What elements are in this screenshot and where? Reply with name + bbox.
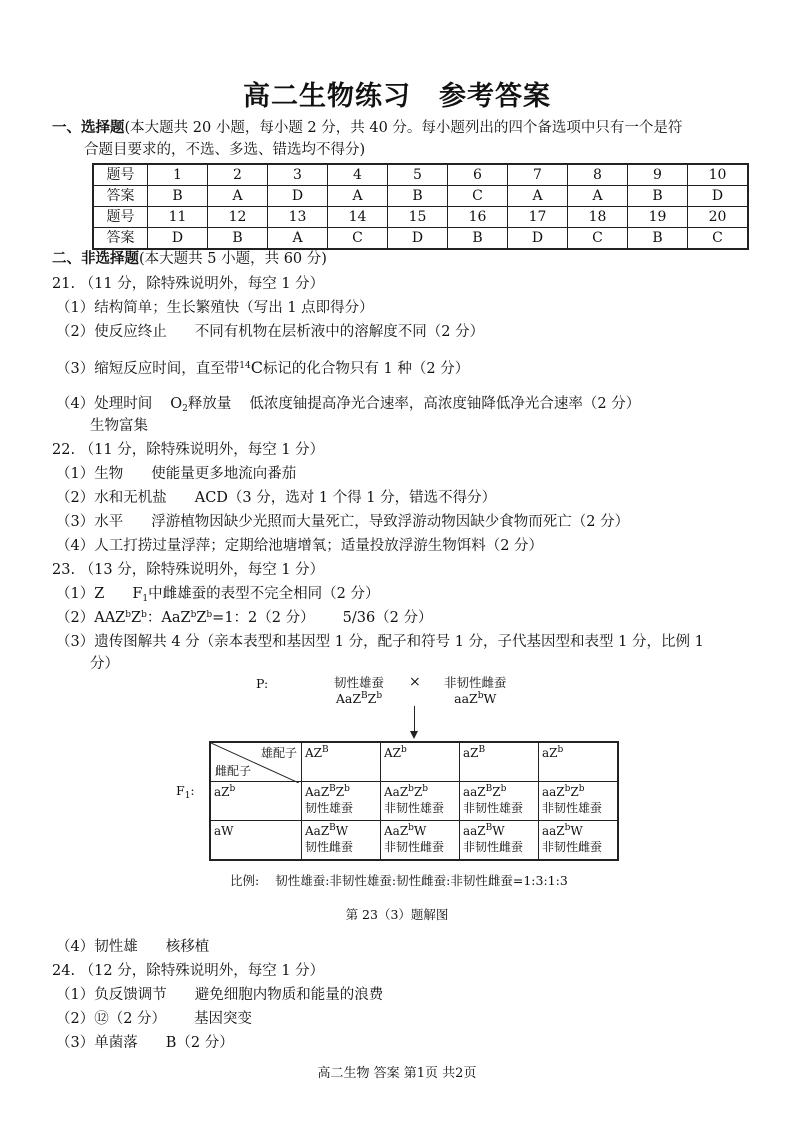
q21-part4-d: 低浓度铀提高净光合速率，高浓度铀降低净光合速率（2 分） bbox=[249, 396, 641, 412]
sup: B bbox=[485, 823, 493, 833]
q21-part3-a: （3）缩短反应时间，直至带 bbox=[56, 361, 240, 377]
g: W bbox=[483, 691, 497, 706]
table-cell: B bbox=[148, 186, 208, 207]
male-gamete bbox=[302, 742, 381, 782]
g: W bbox=[492, 824, 505, 838]
corner-top-label: 雄配子 bbox=[260, 746, 297, 760]
sup: b bbox=[422, 784, 429, 794]
q21-part4-c: 释放量 bbox=[187, 396, 232, 412]
phenotype: 韧性雄蚕 bbox=[305, 801, 354, 815]
q23-head: 23. （13 分，除特殊说明外，每空 1 分） bbox=[52, 562, 325, 578]
q21-part4-b: O bbox=[170, 396, 183, 412]
q22-part2-a: （2）水和无机盐 bbox=[56, 490, 167, 506]
sup: b bbox=[477, 691, 484, 701]
phenotype: 非韧性雌蚕 bbox=[542, 840, 603, 854]
q22-part4: （4）人工打捞过量浮萍；定期给池塘增氧；适量投放浮游生物饵料（2 分） bbox=[56, 538, 544, 554]
g: W bbox=[570, 824, 583, 838]
q24-part2-a: （2）⑫（2 分） bbox=[56, 1011, 167, 1027]
q21-part3-sup: 14 bbox=[239, 361, 251, 371]
answer-table bbox=[92, 163, 749, 250]
g: F bbox=[176, 783, 185, 798]
g: AaZ bbox=[335, 691, 362, 706]
g: Z bbox=[492, 785, 501, 799]
male-phenotype: 韧性雄蚕 bbox=[334, 675, 385, 690]
g: aZ bbox=[542, 746, 558, 760]
q23-part2-c: ：AaZ bbox=[146, 610, 191, 626]
male-gamete bbox=[539, 742, 619, 782]
q21-part4-a: （4）处理时间 bbox=[56, 396, 153, 412]
g: AaZ bbox=[384, 824, 409, 838]
male-genotype bbox=[334, 691, 384, 706]
g: Z bbox=[413, 785, 423, 799]
q21-part4-e: 生物富集 bbox=[90, 418, 148, 434]
section2-heading-line bbox=[52, 249, 327, 269]
g: aZ bbox=[463, 746, 479, 760]
table-row bbox=[93, 186, 748, 207]
g: aaZ bbox=[463, 824, 486, 838]
table-cell: 12 bbox=[208, 207, 268, 228]
row-label-num: 题号 bbox=[93, 164, 148, 186]
g: : bbox=[190, 783, 195, 798]
sup: B bbox=[478, 745, 486, 755]
table-cell: D bbox=[688, 186, 749, 207]
page-title: 高二生物练习 参考答案 bbox=[243, 81, 551, 112]
q22-part2-b: ACD（3 分，选对 1 个得 1 分，错选不得分） bbox=[194, 490, 497, 506]
offspring-cell bbox=[539, 821, 619, 861]
phenotype: 韧性雌蚕 bbox=[305, 840, 354, 854]
table-cell: D bbox=[148, 228, 208, 250]
table-cell: 11 bbox=[148, 207, 208, 228]
table-cell: 17 bbox=[508, 207, 568, 228]
phenotype: 非韧性雄蚕 bbox=[463, 801, 524, 815]
g: AZ bbox=[384, 746, 402, 760]
q21-head: 21. （11 分，除特殊说明外，每空 1 分） bbox=[52, 276, 325, 292]
table-cell: 19 bbox=[628, 207, 688, 228]
male-parent bbox=[334, 673, 384, 706]
q23-part2-a: （2）AAZ bbox=[56, 610, 126, 626]
table-cell: A bbox=[268, 228, 328, 250]
sup: B bbox=[485, 784, 493, 794]
table-cell: A bbox=[508, 186, 568, 207]
table-cell: 5 bbox=[388, 164, 448, 186]
female-phenotype: 非韧性雌蚕 bbox=[444, 675, 507, 690]
phenotype: 非韧性雌蚕 bbox=[384, 840, 445, 854]
offspring-cell bbox=[539, 782, 619, 821]
arrow-head-icon bbox=[410, 731, 418, 739]
q23-part1 bbox=[56, 584, 379, 604]
q22-part3 bbox=[56, 512, 629, 532]
diagram-caption: 第 23（3）题解图 bbox=[345, 907, 449, 922]
g: aaZ bbox=[542, 824, 565, 838]
table-row bbox=[93, 228, 748, 250]
section2-note: (本大题共 5 小题，共 60 分) bbox=[139, 251, 327, 267]
g: aaZ bbox=[463, 785, 486, 799]
table-row bbox=[210, 782, 618, 821]
q21-part1: （1）结构简单；生长繁殖快（写出 1 点即得分） bbox=[56, 300, 374, 316]
q23-part1-a: （1）Z bbox=[56, 586, 105, 602]
page-footer: 高二生物 答案 第1页 共2页 bbox=[317, 1066, 477, 1081]
table-cell: B bbox=[628, 186, 688, 207]
section1-note-line2: 合题目要求的，不选、多选、错选均不得分) bbox=[84, 142, 366, 158]
table-cell: A bbox=[568, 186, 628, 207]
section1-note-line1: (本大题共 20 小题，每小题 2 分，共 40 分。每小题列出的四个备选项中只有一个是符 bbox=[124, 120, 683, 136]
q24-head: 24. （12 分，除特殊说明外，每空 1 分） bbox=[52, 963, 325, 979]
female-gamete bbox=[210, 821, 302, 861]
table-cell: 7 bbox=[508, 164, 568, 186]
table-cell: D bbox=[508, 228, 568, 250]
sup: b bbox=[557, 745, 564, 755]
q24-part1 bbox=[56, 985, 383, 1005]
table-cell: A bbox=[328, 186, 388, 207]
table-cell: 9 bbox=[628, 164, 688, 186]
q24-part1-a: （1）负反馈调节 bbox=[56, 987, 167, 1003]
table-cell: C bbox=[328, 228, 388, 250]
table-cell: D bbox=[388, 228, 448, 250]
table-cell: 14 bbox=[328, 207, 388, 228]
g: Z bbox=[367, 691, 377, 706]
q23-part4 bbox=[56, 937, 209, 957]
sup: B bbox=[329, 784, 336, 794]
table-cell: D bbox=[268, 186, 328, 207]
female-gamete bbox=[210, 782, 302, 821]
q22-part1 bbox=[56, 464, 296, 484]
q24-part3 bbox=[56, 1033, 234, 1053]
q23-part1-b: F bbox=[132, 586, 143, 602]
q24-part3-b: B（2 分） bbox=[165, 1035, 234, 1051]
q24-part2 bbox=[56, 1009, 252, 1029]
g: W bbox=[413, 824, 427, 838]
table-row bbox=[210, 821, 618, 861]
ratio-label: 比例: bbox=[230, 873, 260, 888]
q23-part2-e: =1：2（2 分） bbox=[212, 610, 315, 626]
sup: b bbox=[564, 823, 571, 833]
table-cell: 3 bbox=[268, 164, 328, 186]
q24-part3-a: （3）单菌落 bbox=[56, 1035, 138, 1051]
female-genotype bbox=[444, 691, 507, 706]
table-cell: B bbox=[388, 186, 448, 207]
row-label-ans: 答案 bbox=[93, 228, 148, 250]
corner-bottom-label: 雌配子 bbox=[215, 764, 252, 778]
sup: B bbox=[329, 823, 336, 833]
sup: b bbox=[190, 610, 197, 620]
table-cell: 16 bbox=[448, 207, 508, 228]
table-cell: 1 bbox=[148, 164, 208, 186]
q23-part3-line1: （3）遗传图解共 4 分（亲本表型和基因型 1 分，配子和符号 1 分，子代基因型和表型 1 分，比例 1 bbox=[56, 634, 704, 650]
sup: b bbox=[206, 610, 213, 620]
phenotype: 非韧性雄蚕 bbox=[384, 801, 445, 815]
g: W bbox=[335, 824, 349, 838]
table-cell: B bbox=[208, 228, 268, 250]
sup: b bbox=[229, 784, 236, 794]
offspring-cell bbox=[381, 821, 460, 861]
g: Z bbox=[570, 785, 579, 799]
q24-part2-b: 基因突变 bbox=[194, 1011, 253, 1027]
female-parent bbox=[444, 673, 507, 706]
offspring-cell bbox=[302, 821, 381, 861]
cross-symbol: × bbox=[409, 674, 421, 690]
table-row bbox=[93, 207, 748, 228]
sup: b bbox=[125, 610, 132, 620]
q23-part2-f: 5/36（2 分） bbox=[342, 610, 433, 626]
sup: b bbox=[564, 784, 571, 794]
g: AaZ bbox=[305, 824, 330, 838]
q23-part4-a: （4）韧性雄 bbox=[56, 939, 138, 955]
q22-part1-a: （1）生物 bbox=[56, 466, 124, 482]
section1-heading: 一、选择题 bbox=[52, 119, 125, 136]
q21-part3-c: 标记的化合物只有 1 种（2 分） bbox=[262, 361, 470, 377]
g: aZ bbox=[214, 785, 230, 799]
row-label-ans: 答案 bbox=[93, 186, 148, 207]
male-gamete bbox=[460, 742, 539, 782]
table-cell: 18 bbox=[568, 207, 628, 228]
sup: B bbox=[322, 745, 329, 755]
table-cell: 8 bbox=[568, 164, 628, 186]
q24-part1-b: 避免细胞内物质和能量的浪费 bbox=[194, 987, 384, 1003]
sub: 1 bbox=[184, 791, 191, 801]
sup: b bbox=[376, 691, 383, 701]
g: AaZ bbox=[384, 785, 409, 799]
table-cell: 6 bbox=[448, 164, 508, 186]
sup: b bbox=[408, 823, 414, 833]
sup: b bbox=[408, 784, 414, 794]
q23-part2 bbox=[56, 608, 433, 628]
q21-part3 bbox=[56, 358, 469, 379]
g: aaZ bbox=[454, 691, 478, 706]
table-cell: 2 bbox=[208, 164, 268, 186]
offspring-cell bbox=[460, 782, 539, 821]
phenotype: 非韧性雌蚕 bbox=[463, 840, 524, 854]
q21-part3-b: C bbox=[250, 358, 263, 377]
q23-part2-b: Z bbox=[131, 610, 142, 626]
offspring-cell bbox=[460, 821, 539, 861]
sup: b bbox=[401, 745, 407, 755]
table-cell: C bbox=[448, 186, 508, 207]
q23-part1-c: 中雌雄蚕的表型不完全相同（2 分） bbox=[148, 586, 380, 602]
section2-heading: 二、非选择题 bbox=[52, 250, 139, 267]
offspring-cell bbox=[302, 782, 381, 821]
q23-part3-line2: 分） bbox=[90, 656, 119, 672]
f1-label bbox=[176, 783, 195, 801]
q22-part1-b: 使能量更多地流向番茄 bbox=[151, 466, 297, 482]
q23-part2-d: Z bbox=[196, 610, 207, 626]
sup: b bbox=[500, 784, 507, 794]
table-cell: B bbox=[448, 228, 508, 250]
table-cell: 4 bbox=[328, 164, 388, 186]
sup: b bbox=[578, 784, 585, 794]
table-cell: 13 bbox=[268, 207, 328, 228]
ratio-line bbox=[230, 871, 568, 889]
q22-head: 22. （11 分，除特殊说明外，每空 1 分） bbox=[52, 442, 325, 458]
phenotype: 非韧性雄蚕 bbox=[542, 801, 603, 815]
ratio-value: 韧性雄蚕:非韧性雄蚕:韧性雌蚕:非韧性雌蚕=1:3:1:3 bbox=[275, 873, 568, 888]
q21-part2 bbox=[56, 322, 484, 342]
parent-label: P: bbox=[256, 676, 269, 691]
q22-part3-a: （3）水平 bbox=[56, 514, 124, 530]
g: Z bbox=[335, 785, 345, 799]
g: AaZ bbox=[305, 785, 330, 799]
q21-part2-a: （2）使反应终止 bbox=[56, 324, 167, 340]
q23-part1-sub: 1 bbox=[142, 594, 149, 604]
sup: B bbox=[361, 691, 368, 701]
sup: b bbox=[141, 610, 147, 620]
row-label-num: 题号 bbox=[93, 207, 148, 228]
table-cell: C bbox=[688, 228, 749, 250]
q21-part2-b: 不同有机物在层析液中的溶解度不同（2 分） bbox=[194, 324, 485, 340]
g: aW bbox=[214, 824, 234, 838]
q21-part4-sub: 2 bbox=[182, 404, 188, 414]
table-cell: 20 bbox=[688, 207, 749, 228]
q23-part4-b: 核移植 bbox=[165, 939, 210, 955]
section1-heading-line bbox=[52, 118, 682, 138]
sup: b bbox=[344, 784, 350, 794]
table-row bbox=[210, 742, 618, 782]
table-cell: 15 bbox=[388, 207, 448, 228]
punnett-square bbox=[209, 741, 619, 861]
male-gamete bbox=[381, 742, 460, 782]
table-cell: A bbox=[208, 186, 268, 207]
q22-part3-b: 浮游植物因缺少光照而大量死亡，导致浮游动物因缺少食物而死亡（2 分） bbox=[151, 514, 630, 530]
table-cell: 10 bbox=[688, 164, 749, 186]
offspring-cell bbox=[381, 782, 460, 821]
g: aaZ bbox=[542, 785, 565, 799]
q21-part4 bbox=[56, 394, 640, 414]
table-row bbox=[93, 164, 748, 186]
corner-cell bbox=[210, 742, 302, 782]
table-cell: B bbox=[628, 228, 688, 250]
q22-part2 bbox=[56, 488, 496, 508]
table-cell: C bbox=[568, 228, 628, 250]
g: AZ bbox=[305, 746, 323, 760]
